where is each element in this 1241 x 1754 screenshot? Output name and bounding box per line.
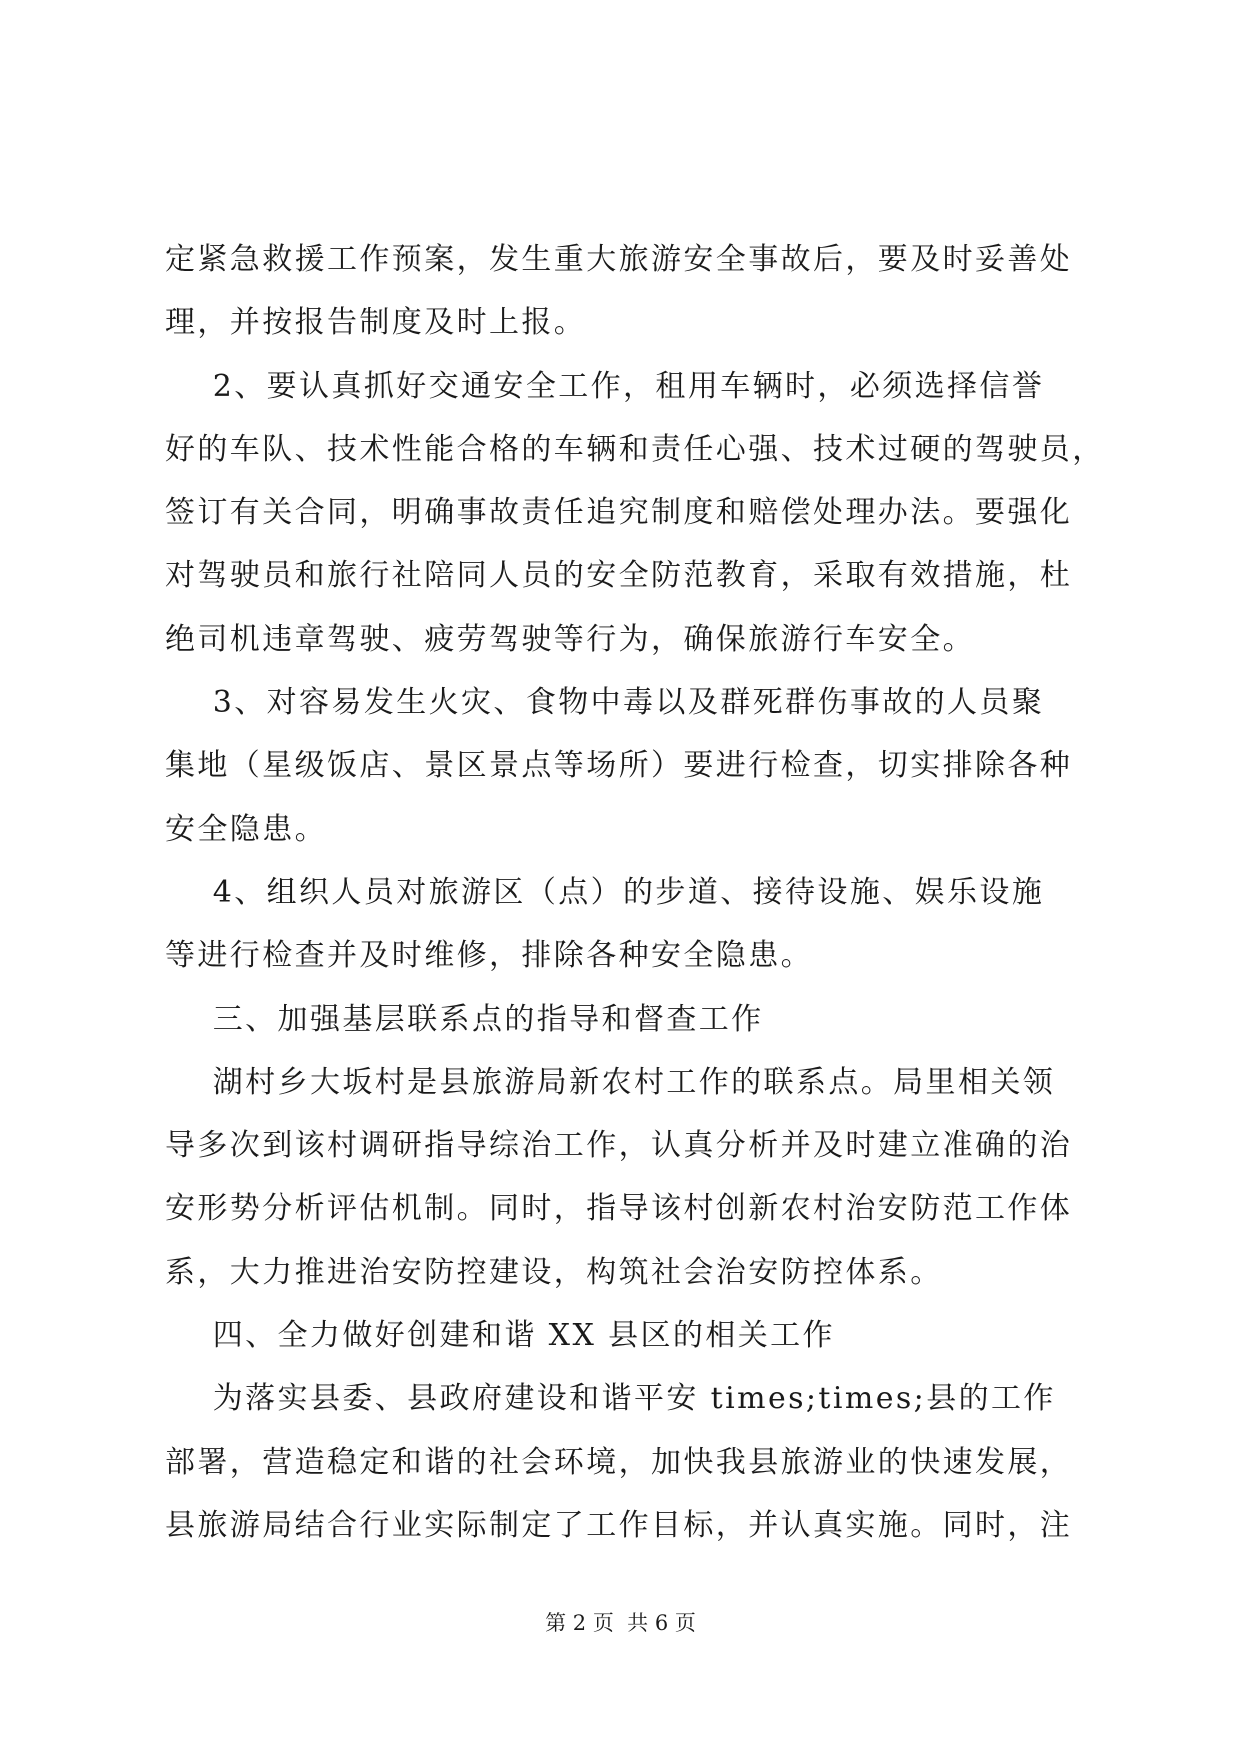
section-heading: 四、全力做好创建和谐 XX 县区的相关工作 (165, 1318, 835, 1354)
text-line: 湖村乡大坂村是县旅游局新农村工作的联系点。局里相关领 (165, 1064, 1056, 1100)
page-footer: 第 2 页 共 6 页 (545, 1611, 696, 1635)
text-line: 部署，营造稳定和谐的社会环境，加快我县旅游业的快速发展， (165, 1444, 1073, 1480)
text-line: 等进行检查并及时维修，排除各种安全隐患。 (165, 938, 813, 974)
section-heading: 三、加强基层联系点的指导和督查工作 (165, 1001, 764, 1037)
text-line: 定紧急救援工作预案，发生重大旅游安全事故后，要及时妥善处 (165, 242, 1073, 277)
text-line: 系，大力推进治安防控建设，构筑社会治安防控体系。 (165, 1254, 943, 1290)
text-line: 安形势分析评估机制。同时，指导该村创新农村治安防范工作体 (165, 1191, 1073, 1227)
text-line: 2、要认真抓好交通安全工作，租用车辆时，必须选择信誉 (165, 368, 1045, 404)
text-line: 理，并按报告制度及时上报。 (165, 305, 587, 341)
text-line: 签订有关合同，明确事故责任追究制度和赔偿处理办法。要强化 (165, 495, 1073, 531)
text-line: 3、对容易发生火灾、食物中毒以及群死群伤事故的人员聚 (165, 685, 1045, 721)
text-line: 集地（星级饭店、景区景点等场所）要进行检查，切实排除各种 (165, 748, 1073, 784)
text-line: 县旅游局结合行业实际制定了工作目标，并认真实施。同时，注 (165, 1507, 1073, 1543)
text-line: 导多次到该村调研指导综治工作，认真分析并及时建立准确的治 (165, 1128, 1073, 1164)
text-line: 对驾驶员和旅行社陪同人员的安全防范教育，采取有效措施，杜 (165, 558, 1073, 594)
text-line: 安全隐患。 (165, 811, 327, 847)
text-line: 4、组织人员对旅游区（点）的步道、接待设施、娱乐设施 (165, 874, 1045, 910)
text-line: 好的车队、技术性能合格的车辆和责任心强、技术过硬的驾驶员， (165, 431, 1105, 467)
body-text (165, 228, 1105, 1557)
text-line: 为落实县委、县政府建设和谐平安 times;times;县的工作 (165, 1381, 1056, 1417)
text-line: 绝司机违章驾驶、疲劳驾驶等行为，确保旅游行车安全。 (165, 621, 975, 657)
